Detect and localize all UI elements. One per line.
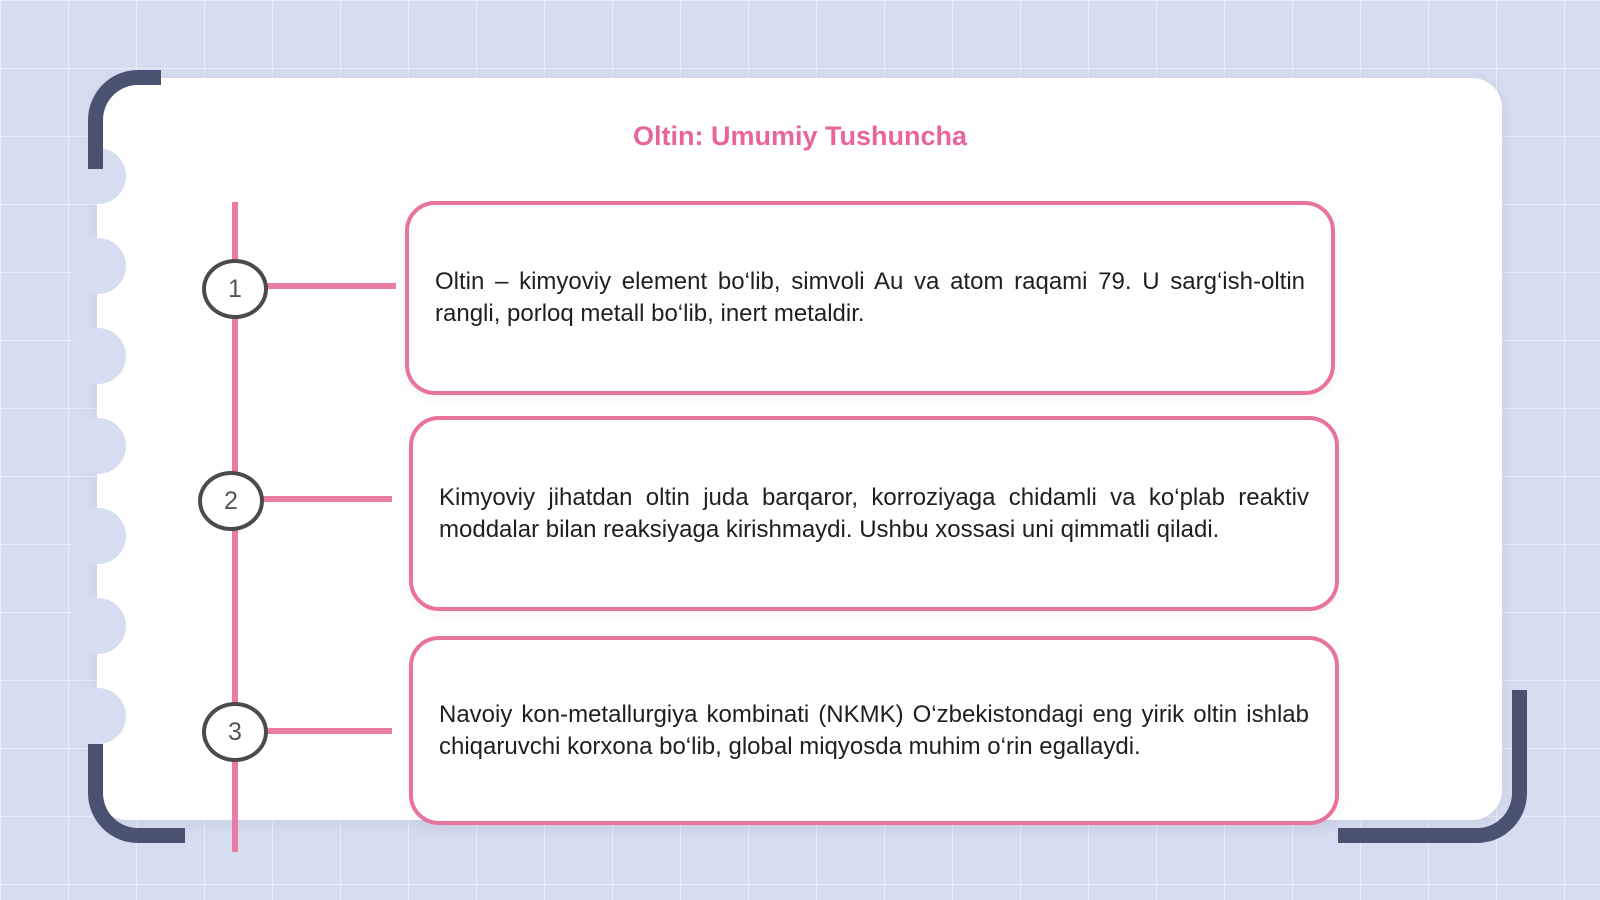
- info-box-3: [409, 636, 1339, 825]
- step-number-badge-1: 1: [202, 259, 268, 319]
- step-number-badge-2: 2: [198, 471, 264, 531]
- timeline-connector-3: [266, 728, 392, 734]
- notebook-hole: [70, 688, 126, 744]
- notebook-hole: [70, 418, 126, 474]
- corner-bracket-bottom-left: [88, 744, 185, 843]
- timeline-connector-1: [266, 283, 396, 289]
- step-number-badge-3: 3: [202, 702, 268, 762]
- info-box-text-3: Navoiy kon-metallurgiya kombinati (NKMK) O‘zbekistondagi eng yirik oltin ishlab chiqaruvchi korxona bo‘lib, global miqyosda muhim o‘rin egallaydi.: [439, 700, 1309, 760]
- info-box-text-1: Oltin – kimyoviy element bo‘lib, simvoli Au va atom raqami 79. U sarg‘ish-oltin rangli, porloq metall bo‘lib, inert metaldir.: [435, 268, 1305, 327]
- info-box-text-2: Kimyoviy jihatdan oltin juda barqaror, korroziyaga chidamli va ko‘plab reaktiv moddalar bilan reaksiyaga kirishmaydi. Ushbu xossasi uni qimmatli qiladi.: [439, 483, 1309, 543]
- info-box-1: [405, 201, 1335, 395]
- notebook-hole: [70, 328, 126, 384]
- corner-bracket-top-left: [88, 70, 161, 169]
- slide-title: Oltin: Umumiy Tushuncha: [632, 121, 967, 151]
- notebook-hole: [70, 598, 126, 654]
- notebook-hole: [70, 508, 126, 564]
- corner-bracket-bottom-right: [1338, 690, 1527, 843]
- timeline-connector-2: [262, 496, 392, 502]
- info-box-2: [409, 416, 1339, 611]
- notebook-hole: [70, 238, 126, 294]
